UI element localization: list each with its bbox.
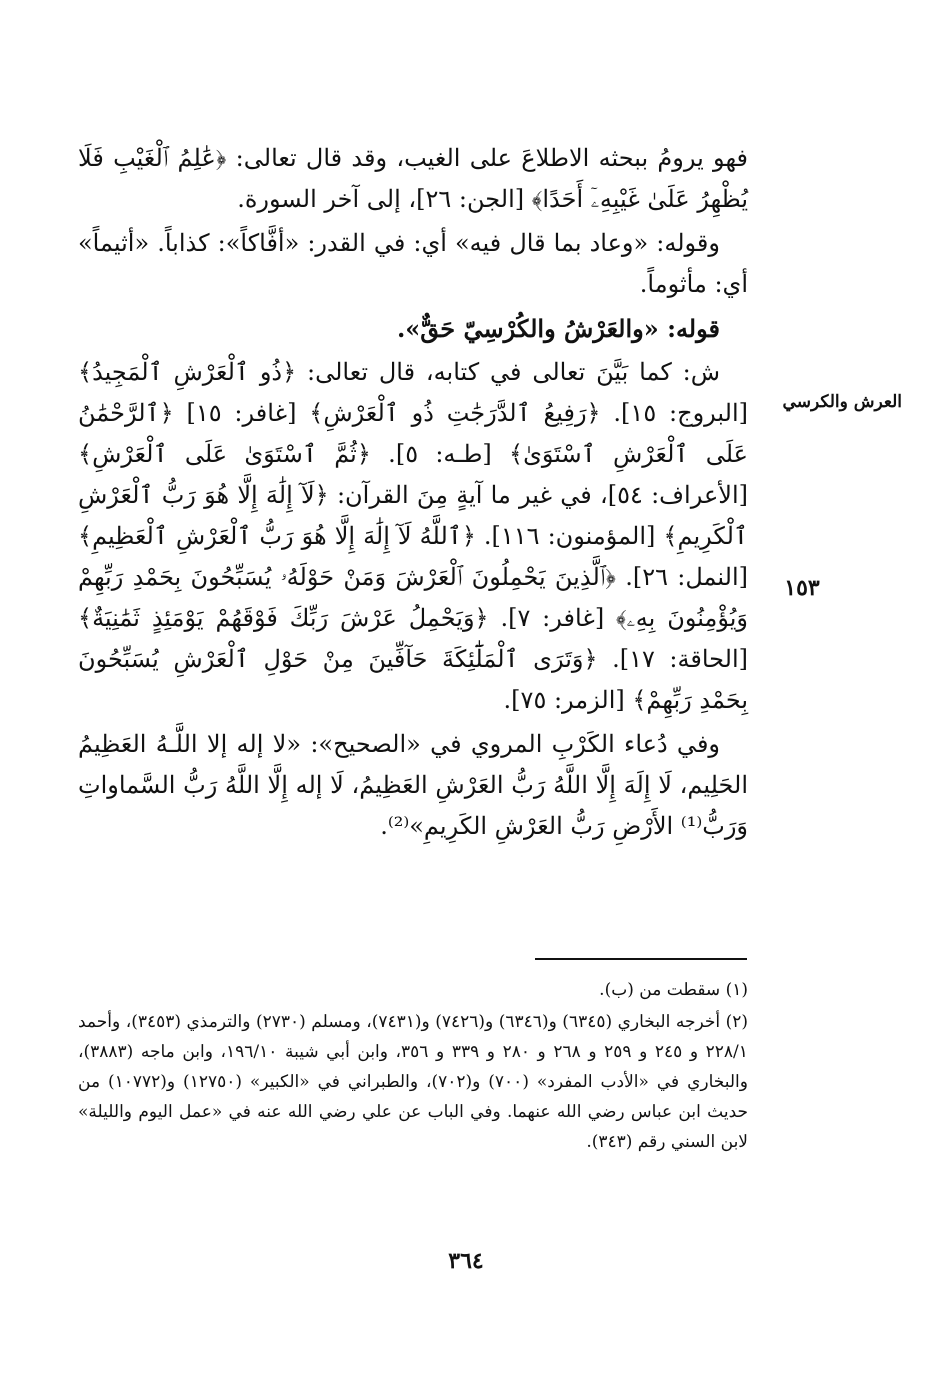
page-number: ٣٦٤ bbox=[448, 1248, 484, 1274]
footnote-1: (١) سقطت من (ب). bbox=[599, 980, 748, 1000]
main-text bbox=[78, 138, 748, 850]
paragraph-2: وقوله: «وعاد بما قال فيه» أي: في القدر: «أفَّاكاً»: كذاباً. «أثيماً» أي: مأثوماً. bbox=[78, 229, 748, 298]
paragraph-1: فهو يرومُ ببحثه الاطلاعَ على الغيب، وقد قال تعالى: ﴿عَٰلِمُ ٱلْغَيْبِ فَلَا يُظْهِرُ عَلَىٰ غَيْبِهِۦٓ أَحَدًا﴾ [الجن: ٢٦]، إلى آخر السورة. bbox=[78, 144, 748, 213]
footnote-separator bbox=[535, 958, 747, 960]
margin-topic-label: العرش والكرسي bbox=[782, 392, 902, 412]
paragraph-4: وفي دُعاء الكَرْبِ المروي في «الصحيح»: «لا إله إلا اللَّـهُ العَظِيمُ الحَلِيم، لَا إِلَهَ إِلَّا اللَّهُ رَبُّ العَرْشِ العَظِيمُ، لَا إله إِلَّا اللَّهُ رَبُّ السَّماواتِ وَرَبُّ⁽¹⁾ الأَرْضِ رَبُّ العَرْشِ الكَرِيمِ»⁽²⁾. bbox=[78, 730, 748, 840]
paragraph-3: ش: كما بَيَّنَ تعالى في كتابه، قال تعالى: ﴿ذُو ٱلْعَرْشِ ٱلْمَجِيدُ﴾ [البروج: ١٥]. ﴿رَفِيعُ ٱلدَّرَجَٰتِ ذُو ٱلْعَرْشِ﴾ [غافر: ١٥] ﴿ٱلرَّحْمَٰنُ عَلَى ٱلْعَرْشِ ٱسْتَوَىٰ﴾ [طـه: ٥]. ﴿ثُمَّ ٱسْتَوَىٰ عَلَى ٱلْعَرْشِ﴾ [الأعراف: ٥٤]، في غير ما آيةٍ مِنَ القرآن: ﴿لَآ إِلَٰهَ إِلَّا هُوَ رَبُّ ٱلْعَرْشِ ٱلْكَرِيمِ﴾ [المؤمنون: ١١٦]. ﴿ٱللَّهُ لَآ إِلَٰهَ إِلَّا هُوَ رَبُّ ٱلْعَرْشِ ٱلْعَظِيمِ﴾ [النمل: ٢٦]. ﴿ٱلَّذِينَ يَحْمِلُونَ ٱلْعَرْشَ وَمَنْ حَوْلَهُۥ يُسَبِّحُونَ بِحَمْدِ رَبِّهِمْ وَيُؤْمِنُونَ بِهِۦ﴾ [غافر: ٧]. ﴿وَيَحْمِلُ عَرْشَ رَبِّكَ فَوْقَهُمْ يَوْمَئِذٍ ثَمَٰنِيَةٌ﴾ [الحاقة: ١٧]. ﴿وَتَرَى ٱلْمَلَٰٓئِكَةَ حَآفِّينَ مِنْ حَوْلِ ٱلْعَرْشِ يُسَبِّحُونَ بِحَمْدِ رَبِّهِمْ﴾ [الزمر: ٧٥]. bbox=[78, 358, 749, 714]
footnote-2: (٢) أخرجه البخاري (٦٣٤٥) و(٦٣٤٦) و(٧٤٢٦) و(٧٤٣١)، ومسلم (٢٧٣٠) والترمذي (٣٤٥٣)، وأحمد ٢٢٨/١ و ٢٤٥ و ٢٥٩ و ٢٦٨ و ٢٨٠ و ٣٣٩ و ٣٥٦، وابن أبي شيبة ١٩٦/١٠، وابن ماجه (٣٨٨٣)، والبخاري في «الأدب المفرد» (٧٠٠) و(٧٠٢)، والطبراني في «الكبير» (١٢٧٥٠) و(١٠٧٧٢) من حديث ابن عباس رضي الله عنهما. وفي الباب عن علي رضي الله عنه في «عمل اليوم والليلة» لابن السني رقم (٣٤٣). bbox=[78, 1012, 748, 1152]
section-heading: قوله: «والعَرْشُ والكُرْسِيّ حَقٌّ». bbox=[396, 314, 720, 343]
footnotes bbox=[78, 975, 748, 1159]
margin-original-page-number: ١٥٣ bbox=[784, 575, 820, 601]
